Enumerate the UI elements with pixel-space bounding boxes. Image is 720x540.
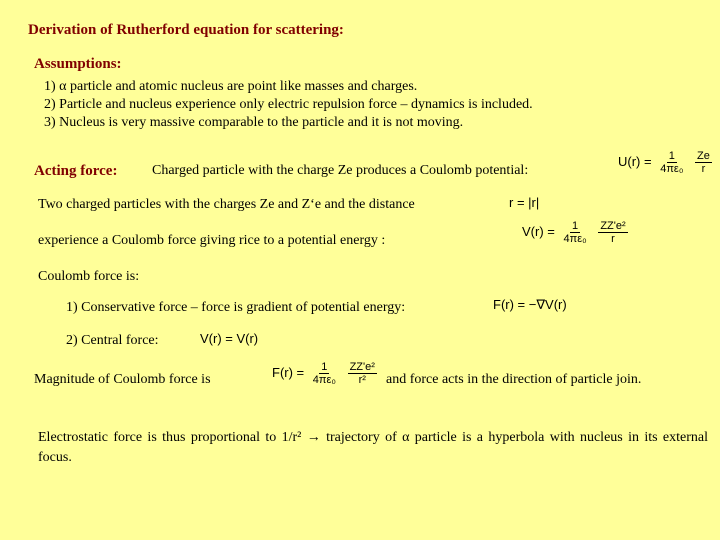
two-particles-line-2: experience a Coulomb force giving rice to a potential energy : — [38, 233, 386, 248]
energy-num-left: 1 — [572, 220, 579, 232]
potential-den-left: 4πε₀ — [660, 163, 684, 176]
gradient-formula: F(r) = −∇V(r) — [493, 297, 567, 312]
conservative-force-text: 1) Conservative force – force is gradient of potential energy: — [66, 300, 406, 315]
potential-num-right: Ze — [697, 150, 710, 162]
assumptions-heading: Assumptions: — [34, 56, 122, 72]
acting-force-heading: Acting force: — [34, 163, 118, 179]
assumption-item-3: 3) Nucleus is very massive comparable to the particle and it is not moving. — [44, 115, 464, 130]
two-particles-line-1: Two charged particles with the charges Ze and Z‘e and the distance — [38, 197, 415, 212]
potential-den-right: r — [701, 163, 706, 176]
potential-energy-formula — [522, 220, 631, 245]
force-lhs: F(r) = — [272, 365, 305, 381]
coulomb-potential-formula — [618, 150, 715, 175]
potential-factor — [658, 150, 685, 175]
force-num-right: ZZ'e² — [349, 361, 375, 373]
energy-factor — [562, 220, 589, 245]
distance-formula: r = |r| — [509, 195, 540, 210]
energy-charges-over-distance — [598, 220, 627, 245]
page-title: Derivation of Rutherford equation for scattering: — [28, 22, 344, 38]
force-factor — [311, 361, 338, 386]
assumption-item-1: 1) α particle and atomic nucleus are point like masses and charges. — [44, 79, 418, 94]
energy-den-left: 4πε₀ — [563, 233, 587, 246]
magnitude-text: Magnitude of Coulomb force is — [34, 372, 211, 387]
assumption-item-2: 2) Particle and nucleus experience only electric repulsion force – dynamics is included. — [44, 97, 533, 112]
central-force-text: 2) Central force: — [66, 333, 159, 348]
energy-den-right: r — [611, 233, 615, 246]
force-den-right: r² — [358, 374, 366, 387]
potential-num-left: 1 — [668, 150, 675, 162]
potential-lhs: U(r) = — [618, 154, 652, 170]
conclusion-text: Electrostatic force is thus proportional to 1/r² → trajectory of α particle is a hyperbola with nucleus in its external focus. — [38, 430, 708, 465]
force-charges-over-distance-squared — [348, 361, 377, 386]
coulomb-force-heading: Coulomb force is: — [38, 269, 140, 284]
force-magnitude-formula — [272, 361, 380, 386]
central-force-formula: V(r) = V(r) — [200, 331, 259, 346]
energy-lhs: V(r) = — [522, 224, 555, 240]
potential-charge-over-distance — [695, 150, 712, 175]
energy-num-right: ZZ'e² — [600, 220, 626, 232]
force-num-left: 1 — [321, 361, 328, 373]
force-den-left: 4πε₀ — [312, 374, 336, 387]
acting-force-text: Charged particle with the charge Ze produces a Coulomb potential: — [152, 163, 529, 178]
magnitude-after-text: and force acts in the direction of particle join. — [386, 372, 642, 387]
